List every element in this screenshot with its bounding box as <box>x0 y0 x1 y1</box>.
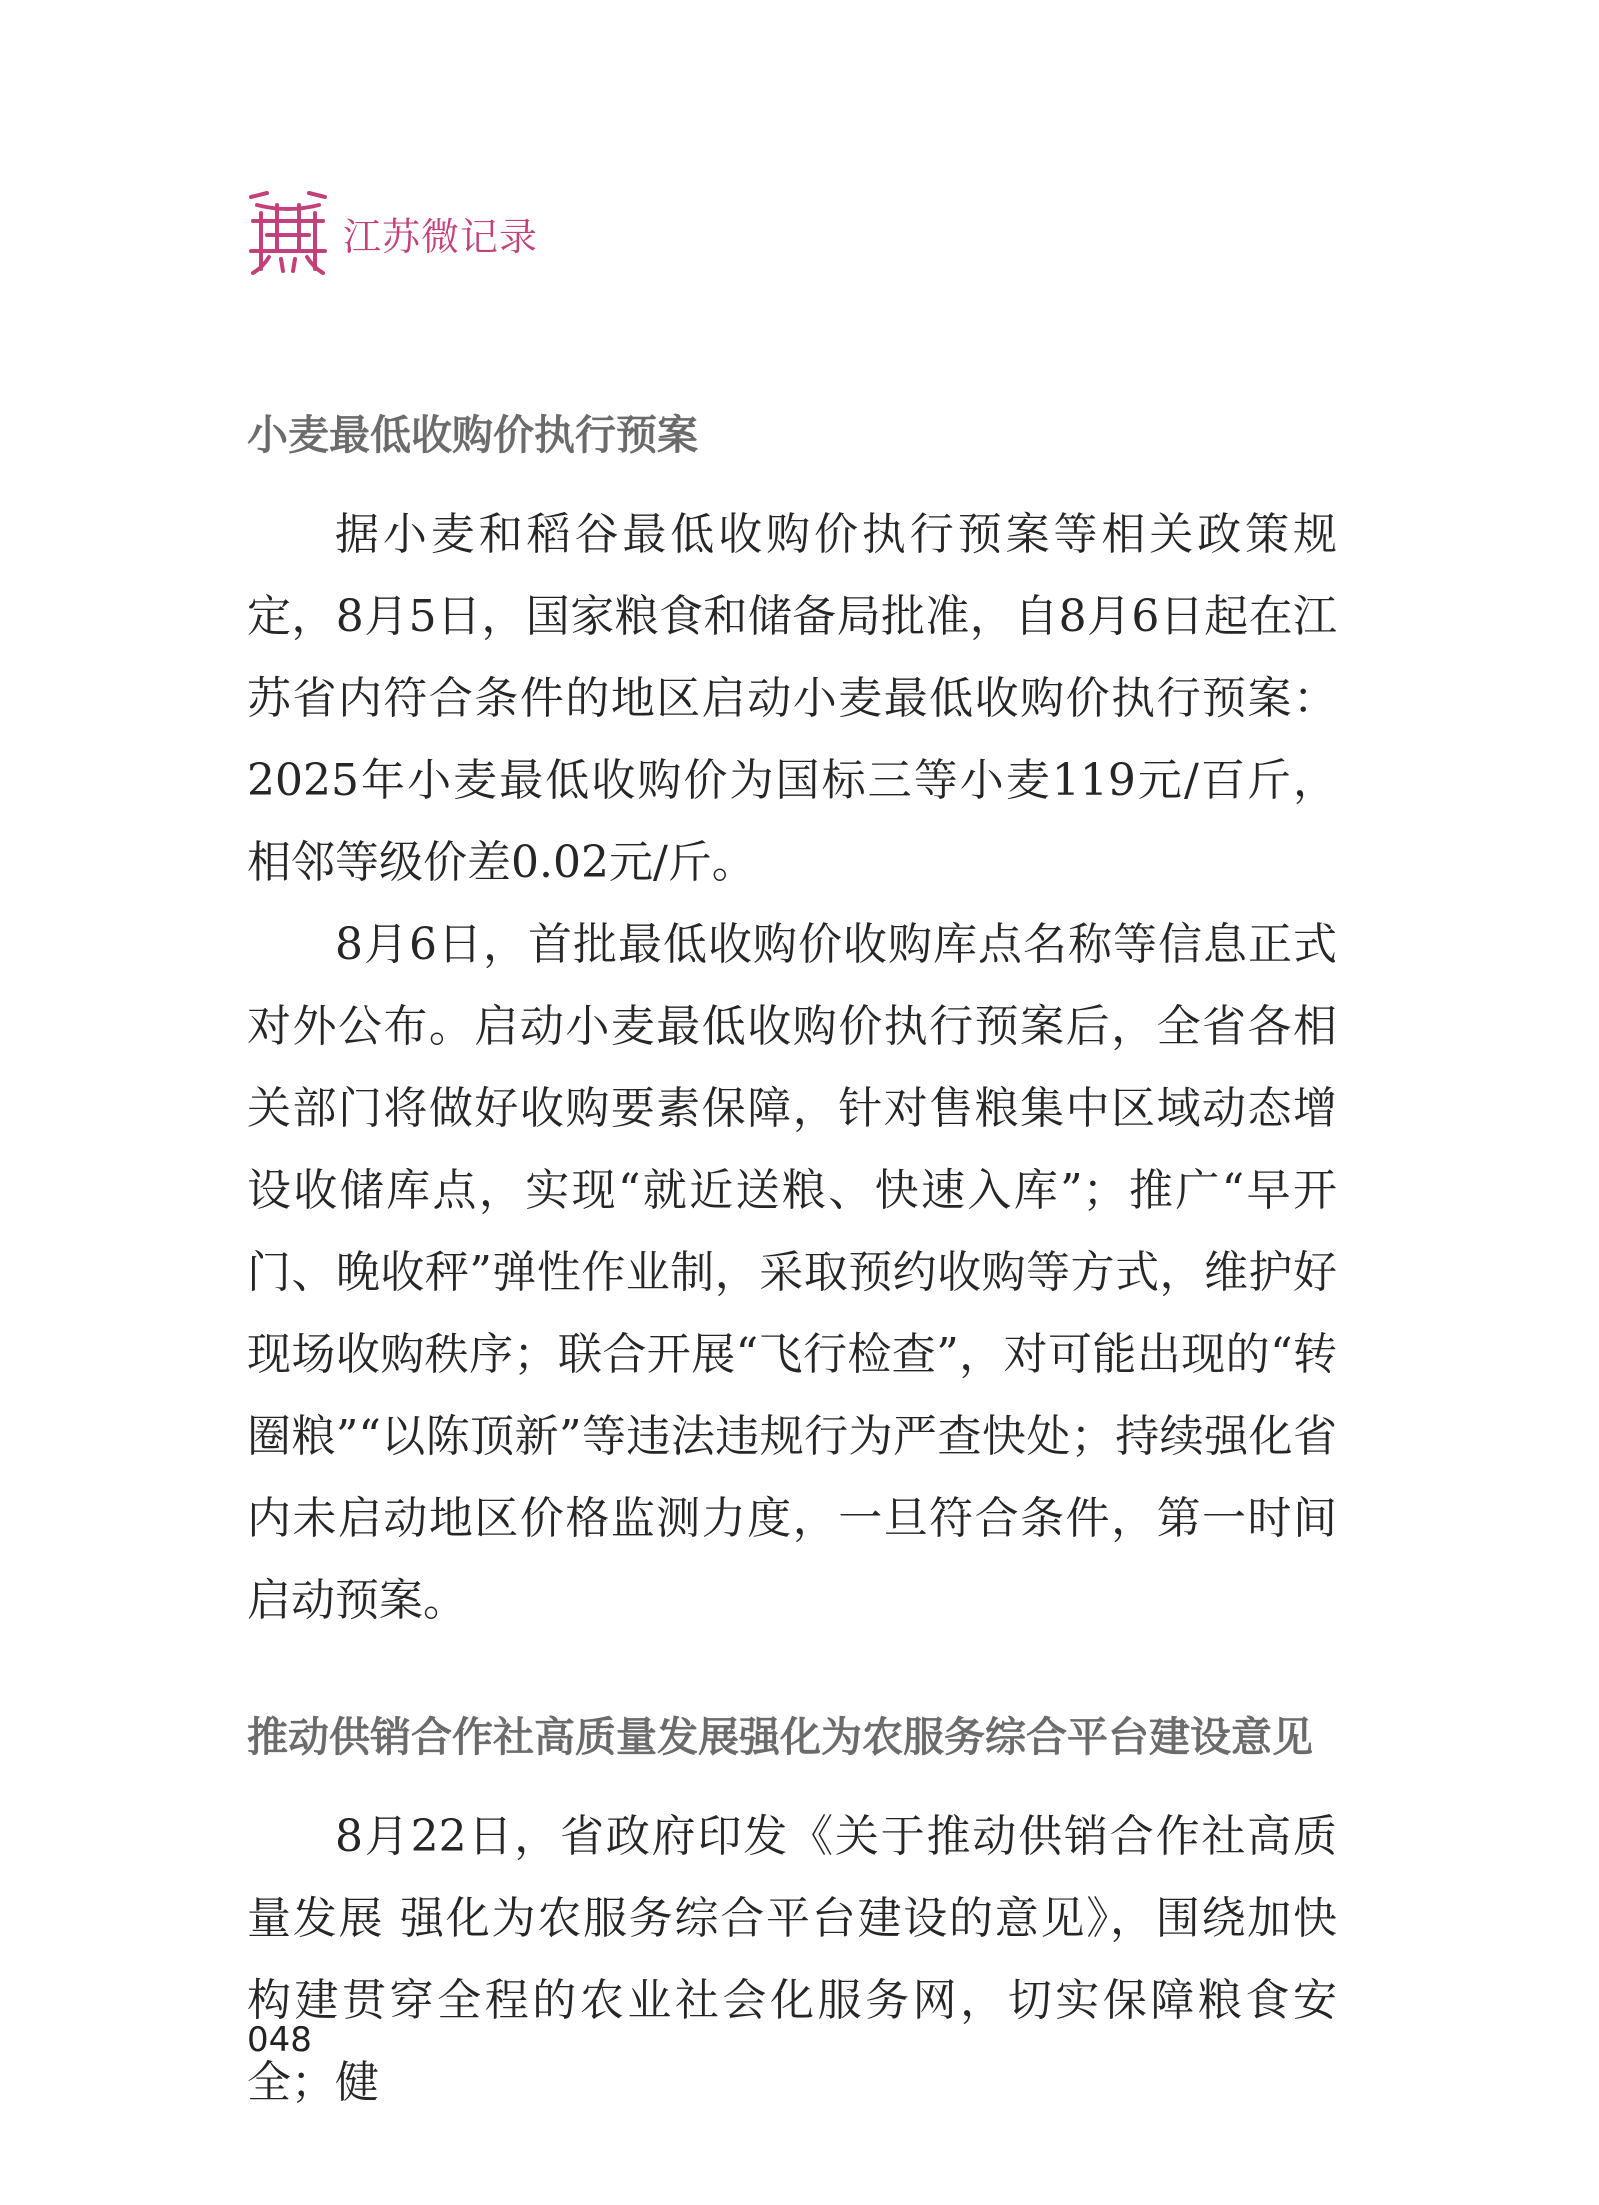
ornamental-frame-logo-icon <box>247 191 329 275</box>
paragraph: 8月22日，省政府印发《关于推动供销合作社高质量发展 强化为农服务综合平台建设的意见》，围绕加快构建贯穿全程的农业社会化服务网，切实保障粮食安全；健 <box>247 1811 1337 2108</box>
section-title: 推动供销合作社高质量发展强化为农服务综合平台建设意见 <box>247 1713 1313 1761</box>
paragraph: 8月6日，首批最低收购价收购库点名称等信息正式对外公布。启动小麦最低收购价执行预案后，全省各相关部门将做好收购要素保障，针对售粮集中区域动态增设收储库点，实现“就近送粮、快速入库”；推广“早开门、晚收秤”弹性作业制，采取预约收购等方式，维护好现场收购秩序；联合开展“飞行检查”，对可能出现的“转圈粮”“以陈顶新”等违法违规行为严查快处；持续强化省内未启动地区价格监测力度，一旦符合条件，第一时间启动预案。 <box>247 919 1337 1626</box>
page-header <box>247 188 538 278</box>
section-title: 小麦最低收购价执行预案 <box>247 411 698 459</box>
page-number: 048 <box>247 2020 312 2060</box>
paragraph: 据小麦和稻谷最低收购价执行预案等相关政策规定，8月5日，国家粮食和储备局批准，自8月6日起在江苏省内符合条件的地区启动小麦最低收购价执行预案：2025年小麦最低收购价为国标三等小麦119元/百斤，相邻等级价差0.02元/斤。 <box>247 509 1337 888</box>
article-content <box>247 400 1337 2124</box>
series-name: 江苏微记录 <box>343 214 539 259</box>
